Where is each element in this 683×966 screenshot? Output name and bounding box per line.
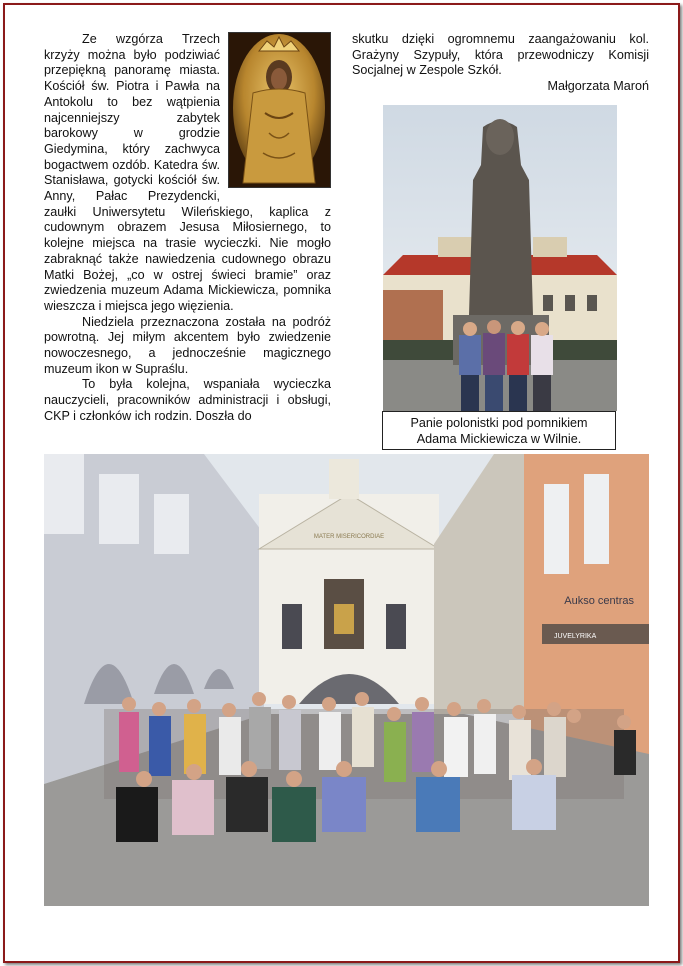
gate-of-dawn-group-photo xyxy=(44,454,649,906)
article-right-column xyxy=(352,32,649,95)
author-signature: Małgorzata Maroń xyxy=(547,79,649,94)
paragraph-3: To była kolejna, wspaniała wycieczka nauczycieli, pracowników administracji i obsługi, CKP i członków ich rodzin. Doszła do xyxy=(44,377,331,423)
caption-line-2: Adama Mickiewicza w Wilnie. xyxy=(416,432,582,446)
caption-line-1: Panie polonistki pod pomnikiem xyxy=(410,416,588,430)
paragraph-continued: skutku dzięki ogromnemu zaangażowaniu kol. Grażyny Szypuły, która przewodniczy Komisji Socjalnej w Zespole Szkół. xyxy=(352,32,649,78)
gate-inscription: MATER MISERICORDIAE xyxy=(313,534,385,540)
shop-sign-2: JUVELYRIKA xyxy=(554,633,597,640)
paragraph-1: Ze wzgórza Trzech krzyży można było podziwiać przepiękną panoramę miasta. Kościół św. Piotra i Pawła na Antokolu to bez wątpienia najcenniejszy zabytek barokowy w grodzie Giedymina, który zachwyca bogactwem ozdób. Katedra św. Stanisława, gotycki kościół św. Anny, Pałac Prezydencki, zaułki Uniwersytetu Wileńskiego, kaplica z cudownym obrazem Jesusa Miłosiernego, to kolejne miejsca na trasie wycieczki. Nie mogło zabraknąć także nawiedzenia cudownego obrazu Matki Bożej, „co w ostrej świeci bramie” oraz zwiedzenia muzeum Adama Mickiewicza, pomnika wieszcza i miejsca jego więzienia. xyxy=(44,32,331,313)
mickiewicz-monument-photo xyxy=(383,105,617,411)
article-left-column xyxy=(44,32,331,425)
paragraph-2: Niedziela przeznaczona została na podróż powrotną. Jej miłym akcentem było zwiedzenie nowoczesnego, a jednocześnie magicznego muzeum ikon w Supraślu. xyxy=(44,314,331,376)
shop-sign: Aukso centras xyxy=(564,595,634,607)
madonna-icon-photo xyxy=(228,32,331,188)
photo-caption xyxy=(382,411,616,450)
